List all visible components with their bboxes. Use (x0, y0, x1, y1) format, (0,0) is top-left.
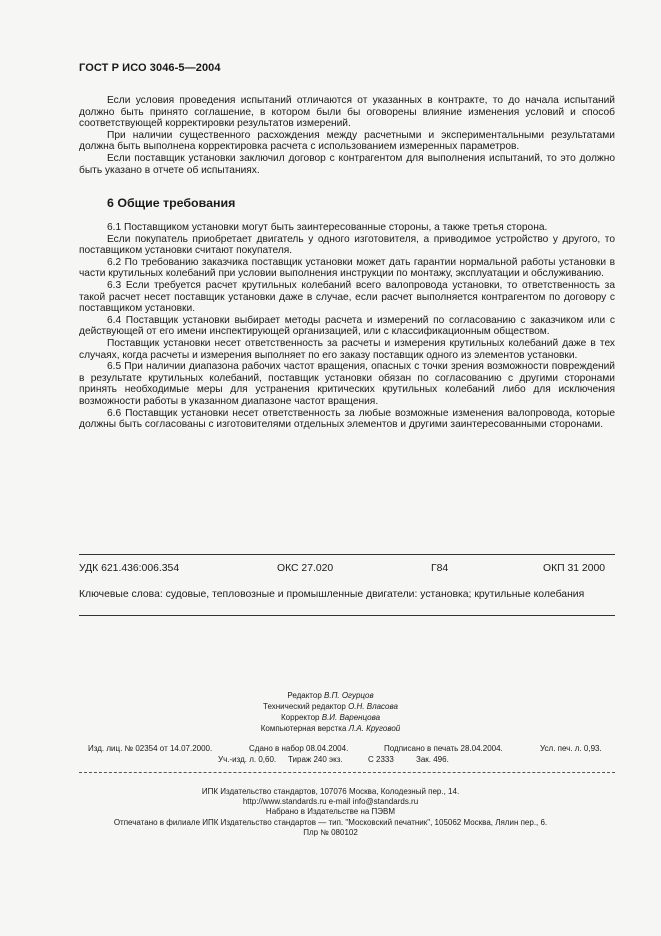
paragraph: 6.4 Поставщик установки выбирает методы расчета и измерений по согласованию с заказчиком или с действующей от его имени инспектирующей организацией, или с классификационным обществом. (79, 314, 615, 338)
print-date: Подписано в печать 28.04.2004. (384, 744, 503, 753)
credit-corrector: Корректор В.И. Варенцова (280, 713, 381, 722)
intro-text (79, 95, 615, 176)
credit-editor: Редактор В.П. Огурцов (287, 691, 374, 700)
paragraph: 6.3 Если требуется расчет крутильных колебаний всего валопровода установки, то ответственность за такой расчет несет поставщик установки даже в случае, если расчет выполняется контрагентом по договору с поставщиком установки. (79, 279, 615, 315)
typeset-note: Набрано в Издательстве на ПЭВМ (265, 807, 396, 817)
oks-code: ОКС 27.020 (277, 563, 334, 574)
typeset-date: Сдано в набор 08.04.2004. (249, 744, 349, 753)
paragraph: 6.5 При наличии диапазона рабочих частот вращения, опасных с точки зрения возможности повреждений в результате крутильных колебаний, поставщик установки обязан по согласованию с другими сторонами принять необходимые меры для устранения критических крутильных колебаний либо для исключения возможности работы в указанном диапазоне частот вращения. (79, 361, 615, 407)
printer-note: Отпечатано в филиале ИПК Издательство стандартов — тип. "Московский печатник", 105062 Москва, Лялин пер., 6. (113, 817, 548, 827)
staff-credits (0, 690, 661, 734)
credit-tech-editor: Технический редактор О.Н. Власова (263, 702, 398, 711)
printed-sheets: Усл. печ. л. 0,93. (540, 744, 602, 753)
divider-top (79, 554, 615, 555)
group-code: Г84 (431, 563, 449, 574)
paragraph: Если покупатель приобретает двигатель у одного изготовителя, а приводимое устройство у другого, то поставщиком установки считают покупателя. (79, 233, 615, 257)
plr-number: Плр № 080102 (303, 827, 358, 837)
order-code: С 2333 (368, 755, 394, 764)
order-number: Зак. 496. (416, 755, 449, 764)
paragraph: Поставщик установки несет ответственность за расчеты и измерения крутильных колебаний даже в тех случаях, когда расчеты и измерения выполняет по его заказу поставщик одного из элементов установки. (79, 337, 615, 361)
publisher-info (0, 787, 661, 838)
paragraph: 6.1 Поставщиком установки могут быть заинтересованные стороны, а также третья сторона. (107, 222, 548, 233)
keywords-line: Ключевые слова: судовые, тепловозные и промышленные двигатели: установка; крутильные колебания (79, 589, 585, 600)
publisher-address: ИПК Издательство стандартов, 107076 Москва, Колодезный пер., 14. (201, 787, 460, 796)
paragraph: При наличии существенного расхождения между расчетными и экспериментальными результатами должна быть выполнена корректировка расчета с использованием измеренных параметров. (79, 129, 615, 153)
license-info: Изд. лиц. № 02354 от 14.07.2000. (88, 744, 213, 753)
print-run: Тираж 240 экз. (288, 755, 343, 764)
paragraph: Если поставщик установки заключил договор с контрагентом для выполнения испытаний, то это должно быть указано в отчете об испытаниях. (79, 152, 615, 176)
publisher-sheets: Уч.-изд. л. 0,60. (218, 755, 277, 764)
publisher-contacts: http://www.standards.ru e-mail info@standards.ru (242, 797, 419, 807)
okp-code: ОКП 31 2000 (543, 563, 606, 574)
udc-code: УДК 621.436:006.354 (79, 563, 180, 574)
credit-layout: Компьютерная верстка Л.А. Круговой (260, 724, 401, 733)
section-body (79, 222, 615, 431)
section-heading: 6 Общие требования (107, 196, 236, 210)
divider-bottom (79, 615, 615, 616)
dashed-divider (79, 772, 615, 773)
paragraph: 6.2 По требованию заказчика поставщик установки может дать гарантии нормальной работы установки в части крутильных колебаний при условии выполнения инструкции по монтажу, эксплуатации и обслуживанию. (79, 256, 615, 280)
paragraph: 6.6 Поставщик установки несет ответственность за любые возможные изменения валопровода, которые должны быть согласованы с изготовителями отдельных элементов и другими заинтересованными сторонами. (79, 407, 615, 431)
page-header-standard-number: ГОСТ Р ИСО 3046-5—2004 (79, 62, 221, 74)
paragraph: Если условия проведения испытаний отличаются от указанных в контракте, то до начала испытаний должно быть принято соглашение, в котором были бы оговорены влияние изменения условий и способ соответствующей корректировки результатов измерений. (79, 95, 615, 130)
